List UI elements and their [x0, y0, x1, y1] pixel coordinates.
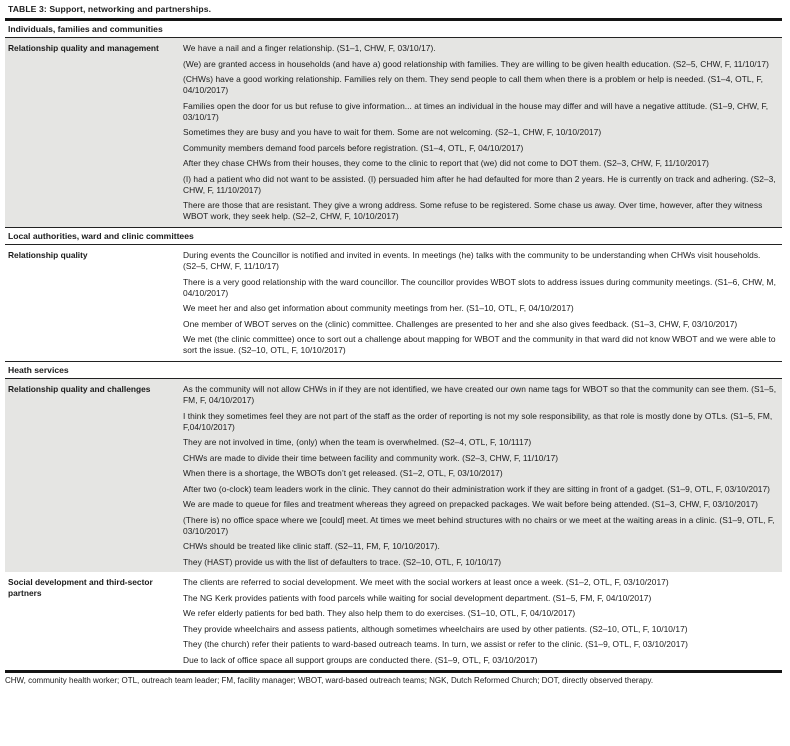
category-row [5, 245, 782, 361]
quote-text: Due to lack of office space all support groups are conducted there. (S1–9, OTL, F, 03/10/2017) [183, 654, 538, 665]
quote-text: During events the Councillor is notified and invited in events. In meetings (he) talks with the community to be understanding when CHWs visit households. (S2–5, CHW, F, 11/10/17) [183, 250, 761, 271]
quote-text: There are those that are resistant. They give a wrong address. Some refuse to be registered. Some chase us away. Over time, however, after they witness WBOT work, they seek help. (S2–2, CHW, F, 10/10/2017) [183, 200, 763, 221]
category-label: Relationship quality [8, 250, 88, 260]
quote-text: They (HAST) provide us with the list of defaulters to trace. (S2–10, OTL, F, 10/10/17) [183, 556, 502, 567]
quote-text: The clients are referred to social development. We meet with the social workers at least once a week. (S1–2, OTL, F, 03/10/2017) [183, 577, 669, 587]
category-row [5, 379, 782, 572]
table-footnote: CHW, community health worker; OTL, outreach team leader; FM, facility manager; WBOT, ward-based outreach teams; NGK, Dutch Reformed Church; DOT, directly observed therapy. [5, 675, 654, 685]
category-row [5, 572, 782, 670]
quote-column [183, 245, 782, 361]
quote-text: There is a very good relationship with the ward councillor. The councillor provides WBOT slots to address issues during community meetings. (S1–6, CHW, M, 04/10/2017) [183, 276, 776, 298]
section-header: Local authorities, ward and clinic committees [5, 227, 782, 246]
quote-text: Community members demand food parcels before registration. (S1–4, OTL, F, 04/10/2017) [183, 142, 524, 153]
quote-text: I think they sometimes feel they are not part of the staff as the order of reporting is not my sole responsibility, as that role is mostly done by OTLs. (S1–5, FM, F,04/10/2017) [183, 410, 773, 432]
quote-text: We met (the clinic committee) once to sort out a challenge about mapping for WBOT and the community in that ward did not know WBOT and we were able to sort the issue. (S2–10, OTL, F, 10/10/2017) [183, 334, 776, 355]
category-row [5, 38, 782, 227]
quote-text: (I) had a patient who did not want to be assisted. (I) persuaded him after he had defaulted for more than 2 years. He is currently on track and adhering. (S2–3, CHW, F, 11/10/2017) [183, 173, 776, 195]
section-header: Heath services [5, 361, 782, 380]
section-header: Individuals, families and communities [5, 21, 782, 39]
quote-column [183, 572, 782, 670]
quote-text: When there is a shortage, the WBOTs don’t get released. (S1–2, OTL, F, 03/10/2017) [183, 468, 503, 478]
category-label: Relationship quality and challenges [8, 384, 151, 394]
quote-text: (We) are granted access in households (and have a) good relationship with families. They are willing to be given health education. (S2–5, CHW, F, 11/10/17) [183, 58, 769, 69]
quote-text: They (the church) refer their patients to ward-based outreach teams. In turn, we assist or refer to the clinic. (S1–9, OTL, F, 03/10/2017) [183, 639, 688, 649]
quote-text: After they chase CHWs from their houses, they come to the clinic to report that (we) did not come to DOT them. (S2–3, CHW, F, 11/10/2017) [183, 158, 710, 168]
quote-column [183, 38, 782, 227]
quote-text: We have a nail and a finger relationship. (S1–1, CHW, F, 03/10/17). [183, 43, 436, 53]
quote-text: (There is) no office space where we [could] meet. At times we meet behind structures with no chairs or we meet at the waiting areas in a clinic. (S1–9, OTL, F, 03/10/2017) [183, 514, 775, 536]
category-label: Relationship quality and management [8, 43, 159, 53]
quote-text: We are made to queue for files and treatment whereas they agreed on prepacked packages. We wait before being attended. (S1–3, CHW, F, 03/10/2017) [183, 499, 758, 509]
quote-text: Families open the door for us but refuse to give information... at times an individual in the house may differ and will have a negative attitude. (S1–9, CHW, F, 03/10/17) [183, 100, 769, 122]
quote-text: CHWs should be treated like clinic staff. (S2–11, FM, F, 10/10/2017). [183, 541, 440, 551]
quote-text: The NG Kerk provides patients with food parcels while waiting for social development department. (S1–5, FM, F, 04/10/2017) [183, 592, 652, 603]
quote-text: Sometimes they are busy and you have to wait for them. Some are not welcoming. (S2–1, CHW, F, 10/10/2017) [183, 127, 602, 137]
quote-text: They are not involved in time, (only) when the team is overwhelmed. (S2–4, OTL, F, 10/1117) [183, 437, 532, 447]
table-body [5, 21, 782, 671]
quote-text: We refer elderly patients for bed bath. They also help them to do exercises. (S1–10, OTL, F, 04/10/2017) [183, 608, 576, 618]
table-title: TABLE 3: Support, networking and partnerships. [8, 4, 212, 14]
quote-text: (CHWs) have a good working relationship. Families rely on them. They send people to call them when there is a problem or help is needed. (S1–4, OTL, F, 04/10/2017) [183, 74, 763, 95]
quote-column [183, 379, 782, 572]
quote-text: After two (o-clock) team leaders work in the clinic. They cannot do their administration work if they are sitting in front of a gadget. (S1–9, OTL, F, 03/10/2017) [183, 483, 771, 494]
quote-text: They provide wheelchairs and assess patients, although sometimes wheelchairs are used by other patients. (S2–10, OTL, F, 10/10/17) [183, 623, 688, 634]
quote-text: As the community will not allow CHWs in if they are not identified, we have created our own name tags for WBOT so that the community can see them. (S1–5, FM, F, 04/10/2017) [183, 384, 777, 405]
quote-text: We meet her and also get information about community meetings from her. (S1–10, OTL, F, 04/10/2017) [183, 303, 574, 313]
quote-text: One member of WBOT serves on the (clinic) committee. Challenges are presented to her and she also gives feedback. (S1–3, CHW, F, 03/10/2017) [183, 318, 738, 329]
category-label: Social development and third-sector partners [8, 577, 153, 598]
quote-text: CHWs are made to divide their time between facility and community work. (S2–3, CHW, F, 11/10/17) [183, 452, 559, 463]
